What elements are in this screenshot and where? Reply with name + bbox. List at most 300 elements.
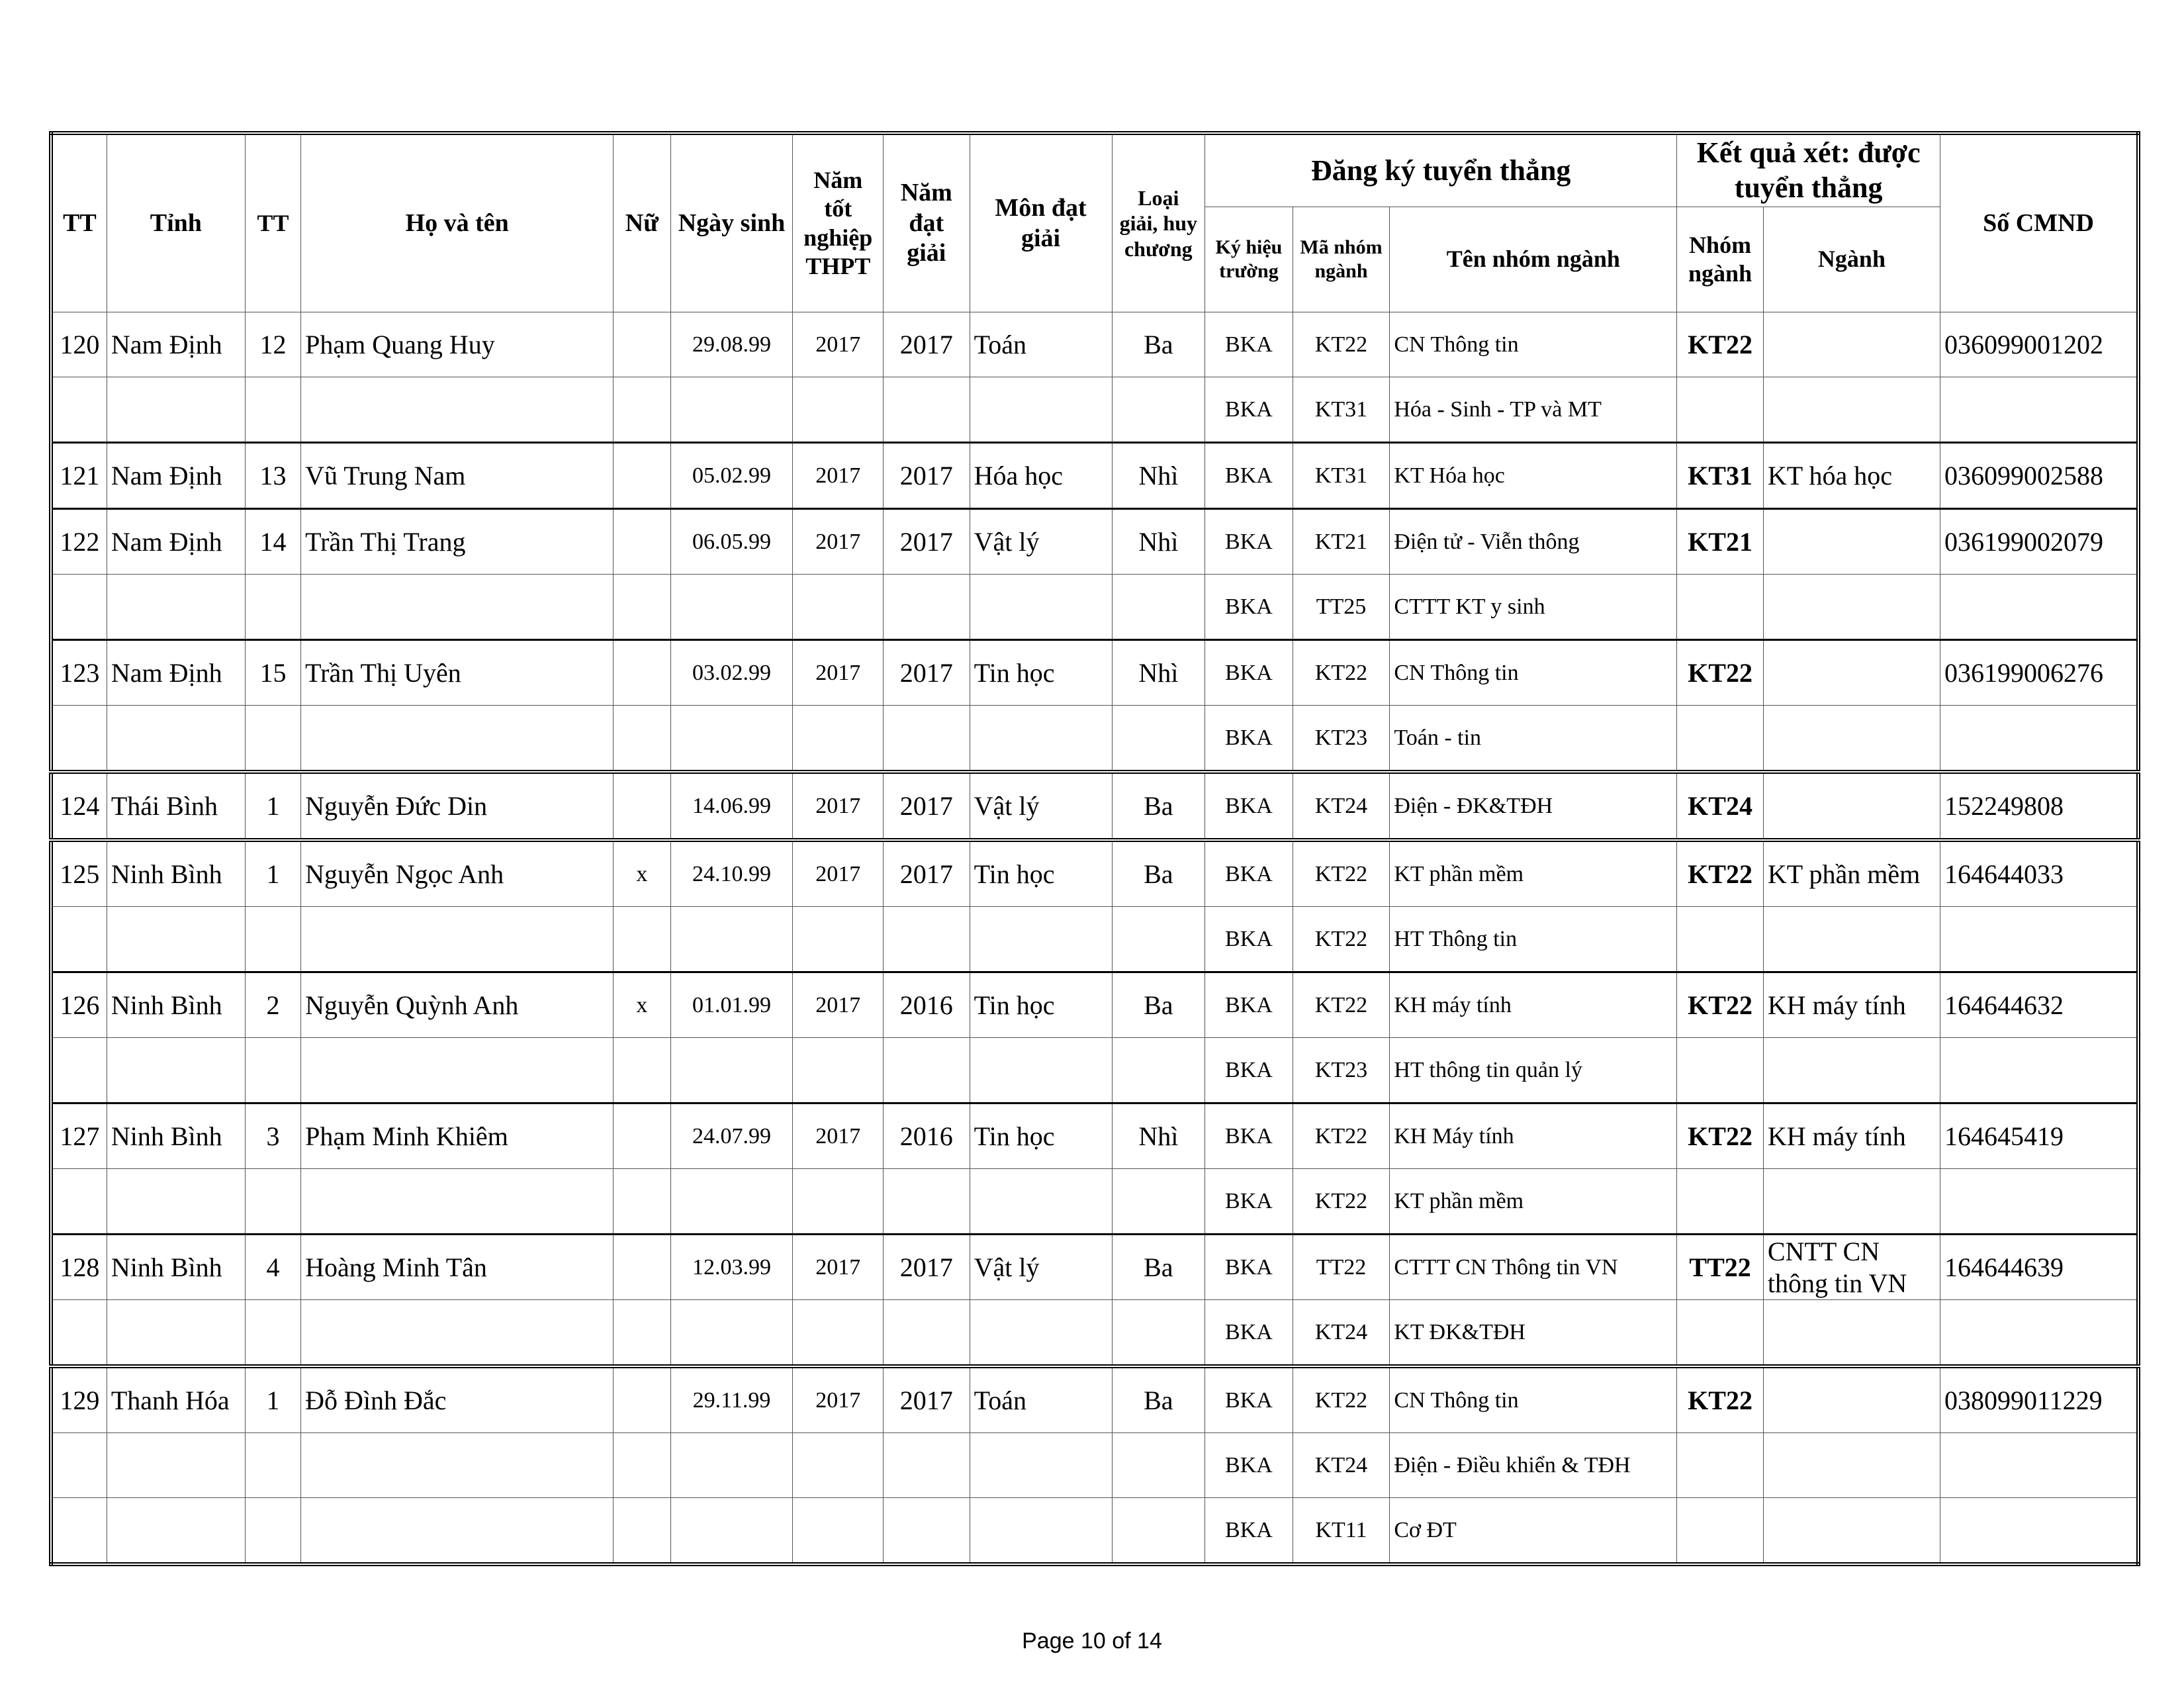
award-year-cell [884,575,970,640]
graduation-year-cell: 2017 [793,312,884,377]
result-major-cell [1763,312,1940,377]
birthdate-cell: 01.01.99 [670,972,793,1038]
birthdate-cell [670,575,793,640]
female-cell: x [614,972,670,1038]
award-year-cell: 2016 [884,1103,970,1169]
name-cell: Đỗ Đình Đắc [301,1366,614,1433]
table-row [51,443,2138,509]
tt2-cell [245,377,300,443]
table-row [51,1498,2138,1565]
subject-cell: Tin học [970,1103,1112,1169]
graduation-year-cell: 2017 [793,772,884,840]
result-major-cell [1763,377,1940,443]
tt-cell [51,1300,107,1367]
birthdate-cell: 29.08.99 [670,312,793,377]
female-cell [614,1366,670,1433]
graduation-year-cell [793,1038,884,1103]
subject-cell [970,1300,1112,1367]
major-group-code-cell: KT23 [1293,706,1390,773]
admission-table [49,131,2140,1566]
award-year-cell [884,1169,970,1235]
result-group-cell: KT22 [1677,312,1764,377]
result-major-cell [1763,772,1940,840]
major-group-name-cell: Hóa - Sinh - TP và MT [1390,377,1677,443]
major-group-code-cell: KT23 [1293,1038,1390,1103]
birthdate-cell [670,1169,793,1235]
award-level-cell: Ba [1112,772,1205,840]
female-cell [614,377,670,443]
major-group-code-cell: KT22 [1293,312,1390,377]
birthdate-cell [670,1433,793,1498]
graduation-year-cell: 2017 [793,972,884,1038]
name-cell [301,575,614,640]
header-tinh: Tỉnh [107,133,245,312]
school-code-cell: BKA [1205,1498,1293,1565]
award-level-cell: Nhì [1112,1103,1205,1169]
subject-cell: Toán [970,1366,1112,1433]
major-group-code-cell: KT24 [1293,772,1390,840]
header-loai-giai: Loại giải, huy chương [1112,133,1205,312]
major-group-name-cell: Điện - Điều khiển & TĐH [1390,1433,1677,1498]
province-cell: Ninh Bình [107,1235,245,1300]
name-cell: Trần Thị Trang [301,509,614,575]
header-mon-dat-giai: Môn đạt giải [970,133,1112,312]
result-major-cell [1763,1300,1940,1367]
tt-cell: 120 [51,312,107,377]
birthdate-cell [670,1498,793,1565]
tt-cell [51,1498,107,1565]
tt-cell: 128 [51,1235,107,1300]
tt2-cell: 13 [245,443,300,509]
major-group-name-cell: KT ĐK&TĐH [1390,1300,1677,1367]
id-number-cell: 036199002079 [1940,509,2138,575]
name-cell: Phạm Minh Khiêm [301,1103,614,1169]
major-group-name-cell: CN Thông tin [1390,640,1677,706]
graduation-year-cell [793,1300,884,1367]
school-code-cell: BKA [1205,377,1293,443]
school-code-cell: BKA [1205,1433,1293,1498]
header-so-cmnd: Số CMND [1940,133,2138,312]
result-group-cell: KT21 [1677,509,1764,575]
major-group-code-cell: KT22 [1293,907,1390,972]
major-group-name-cell: Điện - ĐK&TĐH [1390,772,1677,840]
id-number-cell: 036099002588 [1940,443,2138,509]
award-level-cell [1112,706,1205,773]
subject-cell: Vật lý [970,1235,1112,1300]
subject-cell: Tin học [970,640,1112,706]
result-major-cell [1763,1433,1940,1498]
tt2-cell [245,575,300,640]
tt-cell: 125 [51,840,107,907]
id-number-cell [1940,377,2138,443]
award-year-cell: 2017 [884,1366,970,1433]
province-cell [107,1038,245,1103]
school-code-cell: BKA [1205,1366,1293,1433]
result-group-cell [1677,377,1764,443]
result-group-cell: KT22 [1677,840,1764,907]
graduation-year-cell: 2017 [793,640,884,706]
award-level-cell [1112,1300,1205,1367]
table-body [51,312,2138,1565]
major-group-name-cell: Toán - tin [1390,706,1677,773]
id-number-cell: 164645419 [1940,1103,2138,1169]
major-group-name-cell: CTTT KT y sinh [1390,575,1677,640]
result-group-cell: KT31 [1677,443,1764,509]
result-major-cell: KT phần mềm [1763,840,1940,907]
tt2-cell: 1 [245,840,300,907]
result-major-cell [1763,509,1940,575]
award-level-cell [1112,1038,1205,1103]
award-year-cell: 2017 [884,509,970,575]
table-row [51,772,2138,840]
name-cell: Nguyễn Quỳnh Anh [301,972,614,1038]
table-row [51,575,2138,640]
award-level-cell: Nhì [1112,509,1205,575]
major-group-code-cell: KT21 [1293,509,1390,575]
table-row [51,509,2138,575]
graduation-year-cell: 2017 [793,1103,884,1169]
table-row [51,907,2138,972]
tt-cell [51,377,107,443]
major-group-code-cell: TT25 [1293,575,1390,640]
tt2-cell: 14 [245,509,300,575]
female-cell [614,907,670,972]
award-level-cell [1112,1498,1205,1565]
subject-cell: Hóa học [970,443,1112,509]
name-cell: Vũ Trung Nam [301,443,614,509]
award-level-cell [1112,907,1205,972]
major-group-code-cell: TT22 [1293,1235,1390,1300]
school-code-cell: BKA [1205,443,1293,509]
school-code-cell: BKA [1205,1300,1293,1367]
tt2-cell: 1 [245,1366,300,1433]
province-cell: Nam Định [107,443,245,509]
tt2-cell [245,1038,300,1103]
header-nam-dat-giai: Năm đạt giải [884,133,970,312]
header-ket-qua: Kết quả xét: được tuyển thẳng [1677,133,1940,207]
award-level-cell: Nhì [1112,640,1205,706]
id-number-cell [1940,1433,2138,1498]
major-group-name-cell: KT phần mềm [1390,1169,1677,1235]
header-ma-nhom-nganh: Mã nhóm ngành [1293,207,1390,312]
name-cell [301,1169,614,1235]
female-cell [614,1235,670,1300]
award-year-cell [884,377,970,443]
award-year-cell [884,1300,970,1367]
subject-cell: Vật lý [970,772,1112,840]
female-cell [614,1038,670,1103]
result-group-cell [1677,575,1764,640]
province-cell: Thanh Hóa [107,1366,245,1433]
major-group-name-cell: HT thông tin quản lý [1390,1038,1677,1103]
province-cell [107,1498,245,1565]
birthdate-cell: 14.06.99 [670,772,793,840]
award-year-cell: 2017 [884,312,970,377]
header-dang-ky: Đăng ký tuyển thẳng [1205,133,1677,207]
graduation-year-cell [793,575,884,640]
table-row [51,1169,2138,1235]
major-group-code-cell: KT24 [1293,1433,1390,1498]
award-level-cell: Ba [1112,840,1205,907]
tt-cell [51,706,107,773]
female-cell [614,1433,670,1498]
award-level-cell: Nhì [1112,443,1205,509]
subject-cell: Vật lý [970,509,1112,575]
id-number-cell: 036099001202 [1940,312,2138,377]
province-cell [107,1300,245,1367]
id-number-cell [1940,907,2138,972]
birthdate-cell [670,706,793,773]
tt2-cell [245,1498,300,1565]
result-group-cell [1677,706,1764,773]
female-cell [614,575,670,640]
province-cell [107,1433,245,1498]
award-year-cell [884,1433,970,1498]
female-cell [614,443,670,509]
name-cell [301,706,614,773]
school-code-cell: BKA [1205,772,1293,840]
birthdate-cell [670,1300,793,1367]
female-cell [614,706,670,773]
name-cell [301,1433,614,1498]
result-group-cell: KT22 [1677,640,1764,706]
id-number-cell [1940,1300,2138,1367]
birthdate-cell: 12.03.99 [670,1235,793,1300]
tt-cell: 129 [51,1366,107,1433]
province-cell [107,377,245,443]
tt-cell [51,1169,107,1235]
female-cell [614,640,670,706]
graduation-year-cell [793,377,884,443]
table-row [51,1038,2138,1103]
award-year-cell [884,1498,970,1565]
subject-cell [970,1169,1112,1235]
name-cell [301,1498,614,1565]
province-cell: Ninh Bình [107,972,245,1038]
province-cell [107,1169,245,1235]
table-row [51,640,2138,706]
award-level-cell: Ba [1112,1366,1205,1433]
subject-cell [970,706,1112,773]
tt-cell: 124 [51,772,107,840]
result-major-cell: KH máy tính [1763,1103,1940,1169]
result-group-cell [1677,1300,1764,1367]
id-number-cell: 164644033 [1940,840,2138,907]
name-cell: Phạm Quang Huy [301,312,614,377]
tt2-cell [245,706,300,773]
name-cell [301,377,614,443]
name-cell: Nguyễn Đức Din [301,772,614,840]
subject-cell [970,377,1112,443]
table-row [51,1366,2138,1433]
result-major-cell [1763,1038,1940,1103]
major-group-name-cell: HT Thông tin [1390,907,1677,972]
name-cell [301,1038,614,1103]
tt2-cell: 3 [245,1103,300,1169]
header-ho-ten: Họ và tên [301,133,614,312]
id-number-cell: 152249808 [1940,772,2138,840]
province-cell [107,907,245,972]
table-row [51,706,2138,773]
table-row [51,377,2138,443]
major-group-name-cell: KH Máy tính [1390,1103,1677,1169]
female-cell [614,312,670,377]
name-cell [301,907,614,972]
tt2-cell: 1 [245,772,300,840]
school-code-cell: BKA [1205,1103,1293,1169]
result-group-cell: KT22 [1677,1103,1764,1169]
result-major-cell: KT hóa học [1763,443,1940,509]
award-year-cell: 2016 [884,972,970,1038]
tt2-cell: 12 [245,312,300,377]
tt-cell [51,1433,107,1498]
school-code-cell: BKA [1205,1169,1293,1235]
award-year-cell: 2017 [884,640,970,706]
birthdate-cell: 29.11.99 [670,1366,793,1433]
tt-cell: 123 [51,640,107,706]
major-group-code-cell: KT22 [1293,1169,1390,1235]
result-group-cell [1677,907,1764,972]
header-nganh: Ngành [1763,207,1940,312]
id-number-cell [1940,1169,2138,1235]
tt-cell: 126 [51,972,107,1038]
major-group-code-cell: KT22 [1293,640,1390,706]
result-group-cell [1677,1038,1764,1103]
award-level-cell: Ba [1112,1235,1205,1300]
header-nhom-nganh: Nhóm ngành [1677,207,1764,312]
graduation-year-cell [793,1498,884,1565]
tt-cell [51,575,107,640]
result-group-cell: KT22 [1677,972,1764,1038]
major-group-name-cell: KT Hóa học [1390,443,1677,509]
province-cell: Ninh Bình [107,840,245,907]
subject-cell [970,907,1112,972]
province-cell [107,706,245,773]
result-major-cell: KH máy tính [1763,972,1940,1038]
subject-cell [970,575,1112,640]
female-cell [614,1169,670,1235]
result-group-cell [1677,1433,1764,1498]
province-cell: Ninh Bình [107,1103,245,1169]
graduation-year-cell: 2017 [793,509,884,575]
result-group-cell: KT22 [1677,1366,1764,1433]
award-level-cell [1112,1169,1205,1235]
result-group-cell: KT24 [1677,772,1764,840]
id-number-cell [1940,1038,2138,1103]
result-major-cell [1763,1169,1940,1235]
tt-cell: 122 [51,509,107,575]
table-row [51,1235,2138,1300]
result-group-cell [1677,1498,1764,1565]
province-cell: Thái Bình [107,772,245,840]
result-major-cell: CNTT CN thông tin VN [1763,1235,1940,1300]
subject-cell [970,1498,1112,1565]
school-code-cell: BKA [1205,1235,1293,1300]
major-group-code-cell: KT22 [1293,840,1390,907]
table-row [51,312,2138,377]
tt2-cell [245,1433,300,1498]
province-cell: Nam Định [107,312,245,377]
female-cell [614,509,670,575]
tt2-cell [245,1169,300,1235]
award-year-cell: 2017 [884,772,970,840]
header-ten-nhom-nganh: Tên nhóm ngành [1390,207,1677,312]
female-cell [614,1498,670,1565]
id-number-cell: 164644639 [1940,1235,2138,1300]
result-major-cell [1763,907,1940,972]
subject-cell: Tin học [970,972,1112,1038]
school-code-cell: BKA [1205,312,1293,377]
graduation-year-cell [793,1169,884,1235]
female-cell [614,1300,670,1367]
school-code-cell: BKA [1205,706,1293,773]
major-group-name-cell: Cơ ĐT [1390,1498,1677,1565]
subject-cell: Tin học [970,840,1112,907]
result-major-cell [1763,575,1940,640]
female-cell: x [614,840,670,907]
subject-cell: Toán [970,312,1112,377]
tt2-cell: 15 [245,640,300,706]
birthdate-cell: 24.07.99 [670,1103,793,1169]
subject-cell [970,1038,1112,1103]
award-year-cell: 2017 [884,443,970,509]
id-number-cell [1940,1498,2138,1565]
major-group-code-cell: KT31 [1293,443,1390,509]
award-year-cell: 2017 [884,840,970,907]
tt-cell: 127 [51,1103,107,1169]
table-row [51,1300,2138,1367]
graduation-year-cell [793,706,884,773]
tt-cell [51,907,107,972]
birthdate-cell [670,377,793,443]
graduation-year-cell: 2017 [793,1366,884,1433]
major-group-name-cell: Điện tử - Viễn thông [1390,509,1677,575]
graduation-year-cell: 2017 [793,840,884,907]
header-tt2: TT [245,133,300,312]
birthdate-cell [670,907,793,972]
graduation-year-cell [793,907,884,972]
tt2-cell [245,907,300,972]
major-group-code-cell: KT31 [1293,377,1390,443]
major-group-name-cell: CN Thông tin [1390,1366,1677,1433]
graduation-year-cell [793,1433,884,1498]
award-year-cell [884,1038,970,1103]
major-group-name-cell: KT phần mềm [1390,840,1677,907]
award-level-cell: Ba [1112,312,1205,377]
name-cell [301,1300,614,1367]
school-code-cell: BKA [1205,509,1293,575]
id-number-cell: 036199006276 [1940,640,2138,706]
birthdate-cell [670,1038,793,1103]
graduation-year-cell: 2017 [793,1235,884,1300]
id-number-cell: 038099011229 [1940,1366,2138,1433]
school-code-cell: BKA [1205,1038,1293,1103]
table-row [51,972,2138,1038]
female-cell [614,1103,670,1169]
major-group-code-cell: KT11 [1293,1498,1390,1565]
birthdate-cell: 05.02.99 [670,443,793,509]
tt2-cell: 2 [245,972,300,1038]
name-cell: Trần Thị Uyên [301,640,614,706]
name-cell: Nguyễn Ngọc Anh [301,840,614,907]
tt2-cell [245,1300,300,1367]
page-footer: Page 10 of 14 [1022,1628,1162,1654]
result-major-cell [1763,1498,1940,1565]
school-code-cell: BKA [1205,972,1293,1038]
header-nam-tot-nghiep: Năm tốt nghiệp THPT [793,133,884,312]
school-code-cell: BKA [1205,840,1293,907]
major-group-code-cell: KT24 [1293,1300,1390,1367]
